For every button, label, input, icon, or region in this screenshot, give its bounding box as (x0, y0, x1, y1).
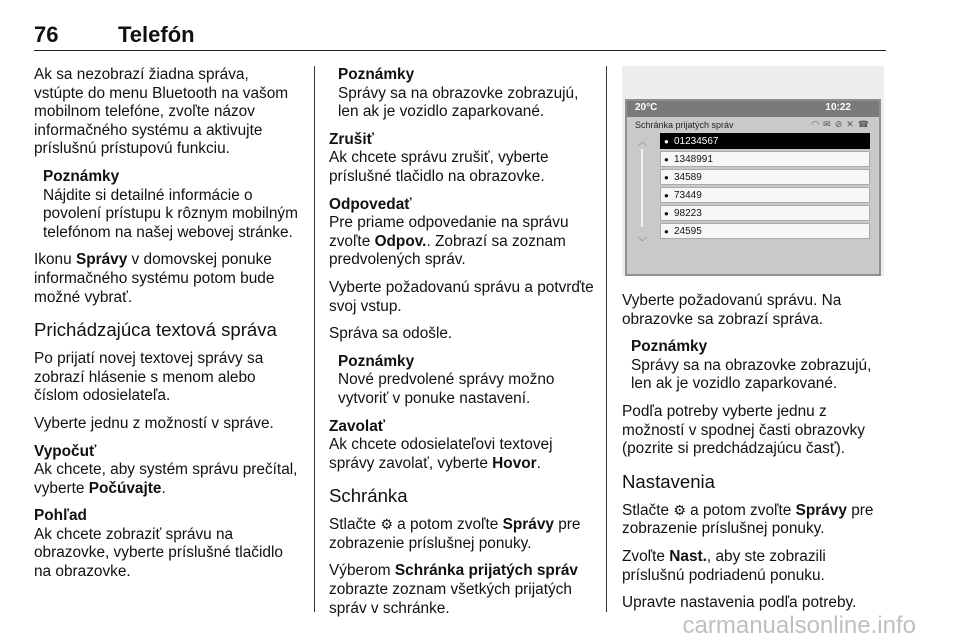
paragraph: Zvoľte Nast., aby ste zobrazili príslušnú podriadenú ponuku. (622, 547, 826, 584)
column-2 (329, 66, 597, 627)
paragraph: Upravte nastavenia podľa potreby. (622, 594, 857, 612)
message-icon: ● (664, 191, 669, 200)
scroll-track[interactable] (641, 149, 643, 227)
paragraph: Podľa potreby vyberte jednu z možností v spodnej časti obrazovky (pozrite si predchádzajúcu časť). (622, 402, 865, 458)
paragraph: Vyberte jednu z možností v správe. (34, 414, 274, 432)
subheading: Zavolať (329, 417, 386, 435)
note-box (329, 66, 597, 122)
section-heading: Schránka (329, 485, 408, 507)
column-divider (606, 66, 607, 612)
message-item[interactable] (660, 187, 870, 203)
subheading: Pohľad (34, 507, 87, 525)
note-title: Poznámky (338, 66, 415, 83)
scrollbar[interactable] (637, 135, 647, 251)
paragraph: Vyberte požadovanú správu a potvrďte svoj vstup. (329, 278, 594, 315)
message-number: 01234567 (674, 136, 719, 147)
subheading: Odpovedať (329, 195, 412, 213)
message-item[interactable] (660, 223, 870, 239)
note-text: Správy sa na obrazovke zobrazujú, len ak je vozidlo zaparkované. (338, 84, 579, 121)
signal-icon: ◠ (811, 119, 824, 129)
message-icon: ● (664, 209, 669, 218)
message-number: 24595 (674, 226, 702, 237)
paragraph: Vyberte požadovanú správu. Na obrazovke sa zobrazí správa. (622, 292, 842, 328)
envelope-icon: ✉ (823, 119, 835, 129)
message-icon: ● (664, 137, 669, 146)
infotainment-screen (625, 99, 881, 276)
paragraph: Po prijatí novej textovej správy sa zobrazí hlásenie s menom alebo číslom odosielateľa. (34, 350, 264, 405)
temperature: 20°C (635, 102, 658, 113)
watermark: carmanualsonline.info (682, 612, 916, 639)
gear-icon: ⚙ (673, 501, 686, 518)
paragraph: Zrušiť Ak chcete správu zrušiť, vyberte príslušné tlačidlo na obrazovke. (329, 131, 597, 187)
status-bar (627, 101, 879, 117)
note-box (329, 353, 597, 409)
note-text: Nové predvolené správy možno vytvoriť v ponuke nastavení. (338, 371, 555, 407)
close-icon: ✕ (846, 119, 858, 129)
message-item[interactable] (660, 133, 870, 149)
message-list (660, 133, 870, 241)
message-number: 98223 (674, 208, 702, 219)
column-1 (34, 66, 302, 591)
note-title: Poznámky (338, 352, 415, 370)
paragraph: Stlačte ⚙ a potom zvoľte Správy pre zobrazenie príslušnej ponuky. (329, 516, 581, 552)
note-box (622, 338, 890, 394)
infotainment-screenshot (622, 66, 884, 276)
message-item[interactable] (660, 205, 870, 221)
chevron-down-icon[interactable]: ﹀ (638, 237, 648, 247)
message-item[interactable] (660, 151, 870, 167)
section-heading: Prichádzajúca textová správa (34, 319, 277, 341)
paragraph: Vypočuť Ak chcete, aby systém správu prečítal, vyberte Počúvajte. (34, 443, 302, 499)
paragraph: Správa sa odošle. (329, 325, 453, 343)
paragraph: Ikonu Správy v domovskej ponuke informačného systému potom bude možné vybrať. (34, 251, 275, 306)
note-box (34, 168, 302, 242)
note-title: Poznámky (43, 167, 120, 185)
subheading: Vypočuť (34, 442, 97, 460)
page-title: Telefón (118, 22, 195, 47)
column-3 (622, 292, 890, 622)
paragraph: Výberom Schránka prijatých správ zobrazte zoznam všetkých prijatých správ v schránke. (329, 562, 578, 617)
phone-icon: ☎ (857, 119, 873, 129)
chevron-up-icon[interactable]: ︿ (638, 137, 648, 147)
gear-icon: ⚙ (380, 516, 393, 533)
message-icon: ● (664, 173, 669, 182)
note-text: Nájdite si detailné informácie o povolení prístupu k rôznym mobilným telefónom na našej webovej stránke. (43, 186, 298, 241)
note-title: Poznámky (631, 338, 708, 356)
message-number: 34589 (674, 172, 702, 183)
section-heading: Nastavenia (622, 470, 716, 492)
clock: 10:22 (825, 102, 851, 113)
paragraph: Odpovedať Pre priame odpovedanie na správu zvoľte Odpov.. Zobrazí sa zoznam predvolených správ. (329, 196, 597, 270)
column-divider (314, 66, 315, 612)
note-text: Správy sa na obrazovke zobrazujú, len ak je vozidlo zaparkované. (631, 356, 872, 393)
message-number: 1348991 (674, 154, 713, 165)
paragraph: Zavolať Ak chcete odosielateľovi textovej správy zavolať, vyberte Hovor. (329, 418, 597, 474)
page-number: 76 (34, 22, 59, 47)
paragraph: Ak sa nezobrazí žiadna správa, vstúpte do menu Bluetooth na vašom mobilnom telefóne, zvoľte názov informačného systému a aktivujte príslušnú prístupovú funkciu. (34, 66, 289, 158)
paragraph: Stlačte ⚙ a potom zvoľte Správy pre zobrazenie príslušnej ponuky. (622, 501, 874, 538)
message-icon: ● (664, 155, 669, 164)
page-header (34, 22, 886, 51)
list-title: Schránka prijatých správ (635, 120, 734, 130)
message-number: 73449 (674, 190, 702, 201)
message-icon: ● (664, 227, 669, 236)
mute-icon: ⊘ (834, 119, 847, 129)
subheading: Zrušiť (329, 130, 374, 148)
paragraph: Pohľad Ak chcete zobraziť správu na obrazovke, vyberte príslušné tlačidlo na obrazovke. (34, 507, 302, 581)
message-item[interactable] (660, 169, 870, 185)
status-icons (811, 119, 873, 130)
